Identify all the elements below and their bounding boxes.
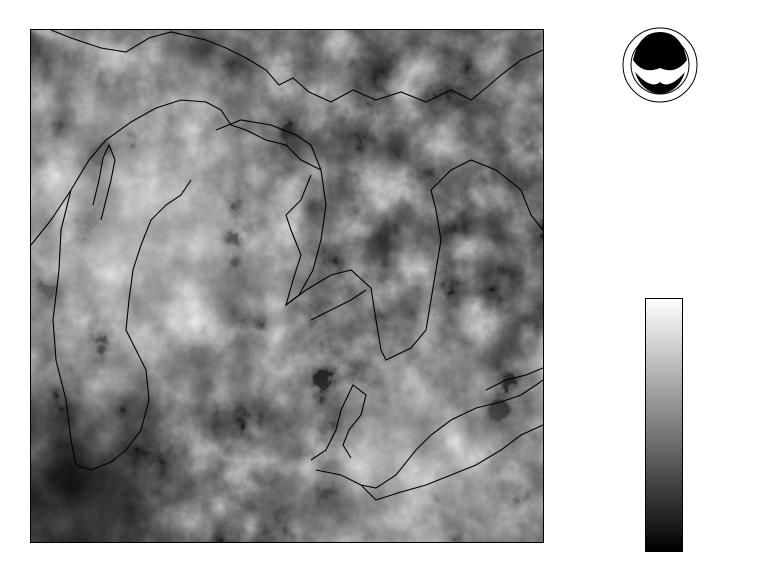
noaa-logo (621, 20, 699, 110)
satellite-map (30, 29, 544, 543)
cloud-imagery (31, 30, 543, 542)
reflectance-colorbar (645, 298, 683, 552)
